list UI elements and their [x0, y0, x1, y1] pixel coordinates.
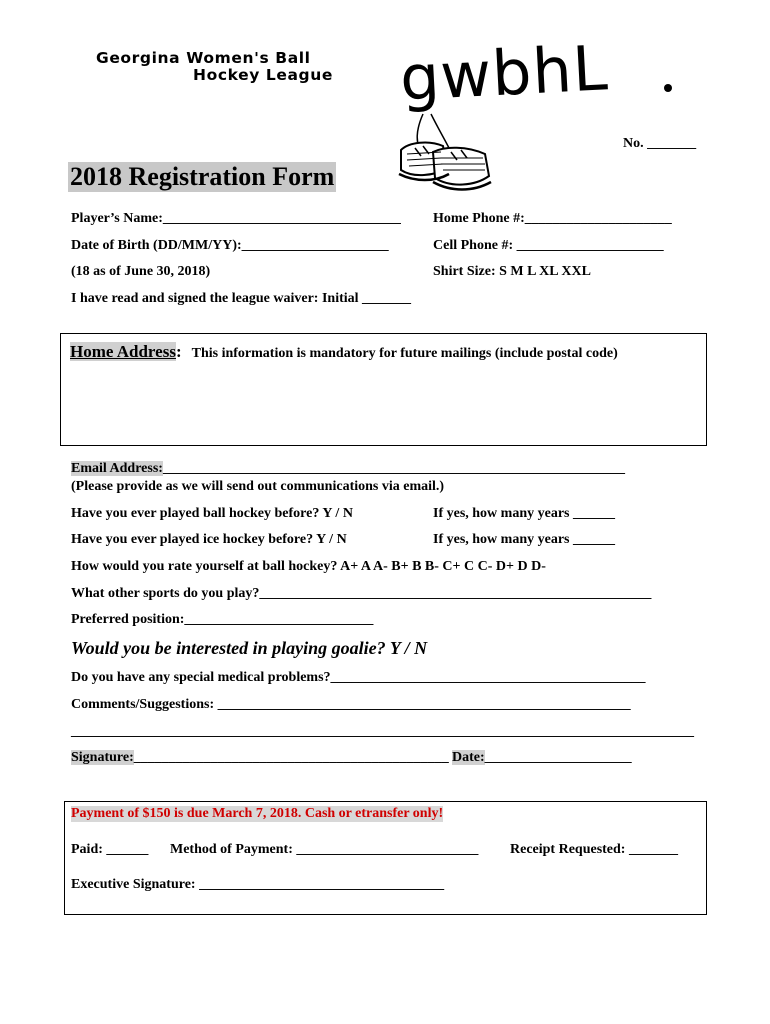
home-address-label: Home Address: [70, 342, 176, 361]
skates-icon: [395, 112, 495, 198]
ball-hockey-years-field[interactable]: If yes, how many years ______: [433, 506, 615, 521]
ice-hockey-question[interactable]: Have you ever played ice hockey before? Y / N: [71, 532, 347, 547]
payment-method-field[interactable]: Method of Payment: __________________________: [170, 842, 479, 857]
payment-notice: Payment of $150 is due March 7, 2018. Cash or etransfer only!: [71, 806, 444, 821]
cell-phone-field[interactable]: Cell Phone #: _____________________: [433, 238, 664, 253]
ball-hockey-question[interactable]: Have you ever played ball hockey before? Y / N: [71, 506, 353, 521]
receipt-requested-field[interactable]: Receipt Requested: _______: [510, 842, 678, 857]
home-address-colon: :: [175, 342, 182, 361]
ice-hockey-years-field[interactable]: If yes, how many years ______: [433, 532, 615, 547]
email-line[interactable]: __________________________________________________________________: [162, 461, 625, 476]
waiver-initial-field[interactable]: I have read and signed the league waiver: Initial _______: [71, 291, 412, 306]
age-note: (18 as of June 30, 2018): [71, 264, 211, 279]
league-name-line2: Hockey League: [193, 66, 334, 84]
preferred-position-field[interactable]: Preferred position:___________________________: [71, 612, 374, 627]
form-number-field[interactable]: No. _______: [623, 136, 697, 151]
email-field[interactable]: [71, 461, 625, 477]
form-title: 2018 Registration Form: [70, 162, 335, 191]
shirt-size-options[interactable]: Shirt Size: S M L XL XXL: [433, 264, 591, 279]
logo-dot: [664, 84, 672, 92]
comments-line-2[interactable]: _________________________________________________________________________________________: [71, 724, 694, 739]
date-line[interactable]: _____________________: [484, 750, 632, 765]
email-note: (Please provide as we will send out communications via email.): [71, 479, 445, 494]
date-field[interactable]: [452, 750, 632, 766]
home-address-note: This information is mandatory for future mailings (include postal code): [191, 346, 618, 361]
medical-problems-field[interactable]: Do you have any special medical problems?_____________________________________________: [71, 670, 646, 685]
home-address-header: [70, 342, 618, 362]
signature-label: Signature:: [71, 750, 134, 765]
gwbhl-logo: gwbhL: [398, 31, 610, 115]
self-rating-options[interactable]: How would you rate yourself at ball hockey? A+ A A- B+ B B- C+ C C- D+ D D-: [71, 559, 546, 574]
paid-field[interactable]: Paid: ______: [71, 842, 149, 857]
date-of-birth-field[interactable]: Date of Birth (DD/MM/YY):_____________________: [71, 238, 389, 253]
players-name-field[interactable]: Player’s Name:__________________________________: [71, 211, 401, 226]
home-phone-field[interactable]: Home Phone #:_____________________: [433, 211, 672, 226]
date-label: Date:: [452, 750, 485, 765]
league-name-line1: Georgina Women's Ball: [96, 49, 311, 67]
email-label: Email Address:: [71, 461, 163, 476]
signature-field[interactable]: [71, 750, 449, 766]
executive-signature-field[interactable]: Executive Signature: ___________________________________: [71, 877, 445, 892]
comments-field[interactable]: Comments/Suggestions: ___________________________________________________________: [71, 697, 631, 712]
goalie-question[interactable]: Would you be interested in playing goalie? Y / N: [71, 638, 428, 658]
signature-line[interactable]: _____________________________________________: [133, 750, 449, 765]
other-sports-field[interactable]: What other sports do you play?________________________________________________________: [71, 586, 652, 601]
